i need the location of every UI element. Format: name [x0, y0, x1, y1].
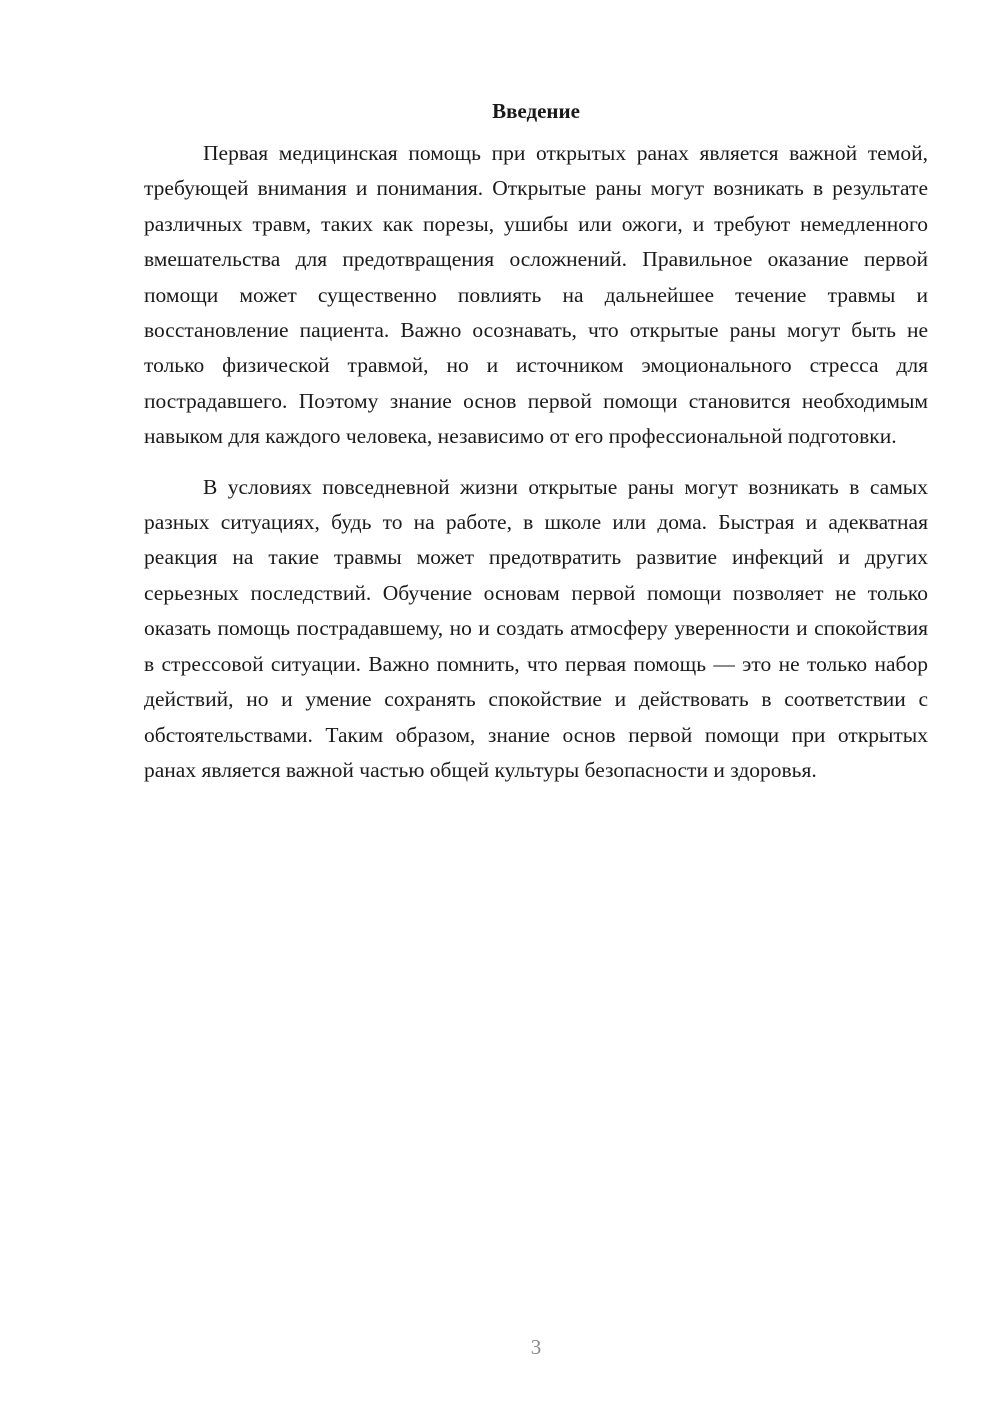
page-number: 3 — [530, 1335, 542, 1359]
paragraph-1: Первая медицинская помощь при открытых ранах является важной темой, требующей внимания и понимания. Открытые раны могут возникать в результате различных травм, таких как порезы, ушибы или ожоги, и требуют немедленного вмешательства для предотвращения осложнений. Правильное оказание первой помощи может существенно повлиять на дальнейшее течение травмы и восстановление пациента. Важно осознавать, что открытые раны могут быть не только физической травмой, но и источником эмоционального стресса для пострадавшего. Поэтому знание основ первой помощи становится необходимым навыком для каждого человека, независимо от его профессиональной подготовки. — [144, 141, 928, 449]
page-content — [144, 94, 928, 788]
paragraph-2: В условиях повседневной жизни открытые раны могут возникать в самых разных ситуациях, будь то на работе, в школе или дома. Быстрая и адекватная реакция на такие травмы может предотвратить развитие инфекций и других серьезных последствий. Обучение основам первой помощи позволяет не только оказать помощь пострадавшему, но и создать атмосферу уверенности и спокойствия в стрессовой ситуации. Важно помнить, что первая помощь — это не только набор действий, но и умение сохранять спокойствие и действовать в соответствии с обстоятельствами. Таким образом, знание основ первой помощи при открытых ранах является важной частью общей культуры безопасности и здоровья. — [144, 474, 928, 782]
section-title: Введение — [492, 99, 580, 123]
